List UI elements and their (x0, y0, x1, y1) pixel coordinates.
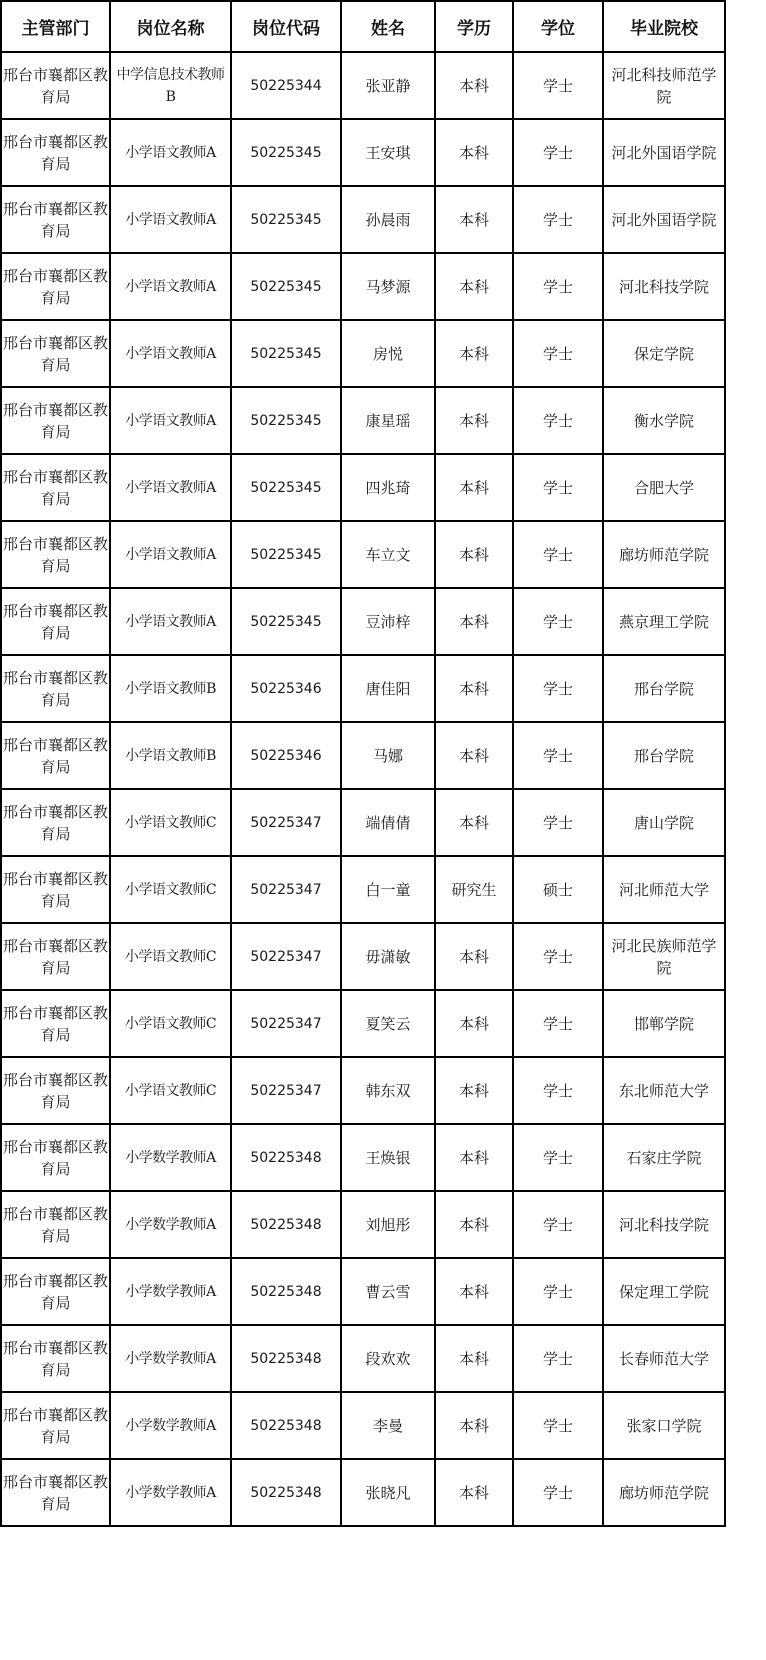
cell-education: 本科 (435, 990, 513, 1057)
cell-education: 本科 (435, 521, 513, 588)
cell-degree: 学士 (513, 1325, 603, 1392)
cell-post: 小学数学教师A (110, 1191, 231, 1258)
cell-school: 河北外国语学院 (603, 186, 725, 253)
cell-education: 本科 (435, 1191, 513, 1258)
cell-dept: 邢台市襄都区教育局 (1, 186, 110, 253)
cell-code: 50225347 (231, 856, 341, 923)
cell-name: 车立文 (341, 521, 435, 588)
cell-school: 邯郸学院 (603, 990, 725, 1057)
cell-degree: 学士 (513, 990, 603, 1057)
cell-school: 河北师范大学 (603, 856, 725, 923)
cell-post: 小学语文教师A (110, 387, 231, 454)
cell-name: 马娜 (341, 722, 435, 789)
cell-dept: 邢台市襄都区教育局 (1, 1124, 110, 1191)
table-row (1, 119, 725, 186)
cell-school: 邢台学院 (603, 655, 725, 722)
cell-dept: 邢台市襄都区教育局 (1, 1258, 110, 1325)
table-row (1, 320, 725, 387)
cell-degree: 学士 (513, 1459, 603, 1526)
cell-code: 50225347 (231, 923, 341, 990)
table-row (1, 387, 725, 454)
cell-name: 房悦 (341, 320, 435, 387)
header-code: 岗位代码 (231, 1, 341, 52)
table-row (1, 722, 725, 789)
cell-name: 李曼 (341, 1392, 435, 1459)
cell-dept: 邢台市襄都区教育局 (1, 52, 110, 119)
cell-education: 本科 (435, 1258, 513, 1325)
table-row (1, 1057, 725, 1124)
table-row (1, 52, 725, 119)
cell-school: 河北科技学院 (603, 253, 725, 320)
cell-degree: 学士 (513, 320, 603, 387)
cell-code: 50225345 (231, 454, 341, 521)
cell-code: 50225345 (231, 387, 341, 454)
cell-education: 本科 (435, 1392, 513, 1459)
cell-education: 本科 (435, 1124, 513, 1191)
cell-name: 端倩倩 (341, 789, 435, 856)
table-row (1, 1325, 725, 1392)
header-education: 学历 (435, 1, 513, 52)
cell-post: 小学数学教师A (110, 1124, 231, 1191)
table-row (1, 1191, 725, 1258)
cell-dept: 邢台市襄都区教育局 (1, 1057, 110, 1124)
cell-dept: 邢台市襄都区教育局 (1, 722, 110, 789)
cell-post: 小学语文教师A (110, 521, 231, 588)
cell-dept: 邢台市襄都区教育局 (1, 856, 110, 923)
header-name: 姓名 (341, 1, 435, 52)
cell-name: 刘旭彤 (341, 1191, 435, 1258)
cell-degree: 学士 (513, 186, 603, 253)
cell-dept: 邢台市襄都区教育局 (1, 387, 110, 454)
cell-code: 50225348 (231, 1325, 341, 1392)
cell-post: 小学语文教师A (110, 588, 231, 655)
cell-post: 小学语文教师A (110, 119, 231, 186)
cell-education: 本科 (435, 923, 513, 990)
cell-degree: 学士 (513, 1124, 603, 1191)
cell-dept: 邢台市襄都区教育局 (1, 253, 110, 320)
cell-code: 50225348 (231, 1191, 341, 1258)
cell-school: 长春师范大学 (603, 1325, 725, 1392)
cell-name: 夏笑云 (341, 990, 435, 1057)
cell-code: 50225348 (231, 1459, 341, 1526)
cell-post: 小学数学教师A (110, 1258, 231, 1325)
cell-education: 本科 (435, 320, 513, 387)
cell-name: 康星瑶 (341, 387, 435, 454)
cell-school: 东北师范大学 (603, 1057, 725, 1124)
cell-degree: 学士 (513, 1057, 603, 1124)
header-degree: 学位 (513, 1, 603, 52)
table-row (1, 454, 725, 521)
table-row (1, 990, 725, 1057)
cell-post: 小学语文教师A (110, 253, 231, 320)
cell-degree: 学士 (513, 655, 603, 722)
cell-dept: 邢台市襄都区教育局 (1, 588, 110, 655)
cell-education: 本科 (435, 1459, 513, 1526)
cell-school: 邢台学院 (603, 722, 725, 789)
cell-name: 张晓凡 (341, 1459, 435, 1526)
cell-education: 本科 (435, 186, 513, 253)
table-row (1, 856, 725, 923)
cell-degree: 学士 (513, 253, 603, 320)
cell-name: 孙晨雨 (341, 186, 435, 253)
cell-name: 曹云雪 (341, 1258, 435, 1325)
cell-dept: 邢台市襄都区教育局 (1, 1325, 110, 1392)
cell-name: 王安琪 (341, 119, 435, 186)
cell-code: 50225346 (231, 722, 341, 789)
cell-post: 小学数学教师A (110, 1325, 231, 1392)
table-row (1, 186, 725, 253)
cell-code: 50225346 (231, 655, 341, 722)
header-dept: 主管部门 (1, 1, 110, 52)
table-row (1, 1392, 725, 1459)
cell-school: 唐山学院 (603, 789, 725, 856)
table-row (1, 253, 725, 320)
cell-degree: 学士 (513, 52, 603, 119)
table-row (1, 1124, 725, 1191)
cell-post: 小学语文教师B (110, 655, 231, 722)
cell-name: 韩东双 (341, 1057, 435, 1124)
cell-name: 毋潇敏 (341, 923, 435, 990)
cell-post: 中学信息技术教师B (110, 52, 231, 119)
cell-code: 50225347 (231, 1057, 341, 1124)
cell-degree: 学士 (513, 119, 603, 186)
cell-education: 本科 (435, 454, 513, 521)
cell-dept: 邢台市襄都区教育局 (1, 990, 110, 1057)
table-row (1, 521, 725, 588)
table-row (1, 923, 725, 990)
cell-degree: 学士 (513, 789, 603, 856)
table-row (1, 588, 725, 655)
cell-post: 小学语文教师C (110, 923, 231, 990)
cell-dept: 邢台市襄都区教育局 (1, 320, 110, 387)
cell-code: 50225347 (231, 789, 341, 856)
cell-education: 本科 (435, 253, 513, 320)
cell-degree: 学士 (513, 1258, 603, 1325)
cell-post: 小学语文教师C (110, 856, 231, 923)
cell-degree: 学士 (513, 588, 603, 655)
cell-degree: 学士 (513, 1392, 603, 1459)
cell-dept: 邢台市襄都区教育局 (1, 1191, 110, 1258)
cell-school: 衡水学院 (603, 387, 725, 454)
cell-dept: 邢台市襄都区教育局 (1, 454, 110, 521)
cell-name: 豆沛梓 (341, 588, 435, 655)
cell-degree: 学士 (513, 521, 603, 588)
cell-code: 50225345 (231, 186, 341, 253)
cell-school: 保定理工学院 (603, 1258, 725, 1325)
cell-degree: 学士 (513, 387, 603, 454)
cell-post: 小学语文教师B (110, 722, 231, 789)
cell-name: 马梦源 (341, 253, 435, 320)
cell-code: 50225348 (231, 1392, 341, 1459)
table-row (1, 1258, 725, 1325)
cell-school: 河北外国语学院 (603, 119, 725, 186)
cell-post: 小学语文教师C (110, 789, 231, 856)
cell-degree: 硕士 (513, 856, 603, 923)
cell-education: 本科 (435, 588, 513, 655)
cell-education: 本科 (435, 789, 513, 856)
cell-code: 50225348 (231, 1124, 341, 1191)
header-post: 岗位名称 (110, 1, 231, 52)
cell-code: 50225347 (231, 990, 341, 1057)
cell-post: 小学语文教师A (110, 320, 231, 387)
cell-post: 小学语文教师A (110, 186, 231, 253)
cell-dept: 邢台市襄都区教育局 (1, 923, 110, 990)
cell-school: 燕京理工学院 (603, 588, 725, 655)
cell-school: 河北民族师范学院 (603, 923, 725, 990)
cell-degree: 学士 (513, 454, 603, 521)
cell-degree: 学士 (513, 1191, 603, 1258)
cell-code: 50225348 (231, 1258, 341, 1325)
cell-dept: 邢台市襄都区教育局 (1, 119, 110, 186)
cell-post: 小学语文教师C (110, 1057, 231, 1124)
cell-school: 石家庄学院 (603, 1124, 725, 1191)
cell-post: 小学语文教师C (110, 990, 231, 1057)
cell-name: 四兆琦 (341, 454, 435, 521)
cell-dept: 邢台市襄都区教育局 (1, 1392, 110, 1459)
cell-post: 小学语文教师A (110, 454, 231, 521)
cell-school: 合肥大学 (603, 454, 725, 521)
cell-school: 河北科技师范学院 (603, 52, 725, 119)
cell-education: 本科 (435, 655, 513, 722)
cell-code: 50225345 (231, 119, 341, 186)
header-row (1, 1, 725, 52)
cell-dept: 邢台市襄都区教育局 (1, 655, 110, 722)
cell-name: 白一童 (341, 856, 435, 923)
cell-degree: 学士 (513, 722, 603, 789)
table-row (1, 655, 725, 722)
cell-school: 廊坊师范学院 (603, 521, 725, 588)
table-row (1, 1459, 725, 1526)
cell-code: 50225344 (231, 52, 341, 119)
cell-post: 小学数学教师A (110, 1459, 231, 1526)
cell-school: 保定学院 (603, 320, 725, 387)
cell-education: 本科 (435, 1325, 513, 1392)
table-row (1, 789, 725, 856)
header-school: 毕业院校 (603, 1, 725, 52)
cell-post: 小学数学教师A (110, 1392, 231, 1459)
cell-dept: 邢台市襄都区教育局 (1, 521, 110, 588)
cell-school: 张家口学院 (603, 1392, 725, 1459)
cell-dept: 邢台市襄都区教育局 (1, 789, 110, 856)
cell-code: 50225345 (231, 588, 341, 655)
cell-dept: 邢台市襄都区教育局 (1, 1459, 110, 1526)
cell-code: 50225345 (231, 521, 341, 588)
cell-school: 廊坊师范学院 (603, 1459, 725, 1526)
cell-education: 本科 (435, 119, 513, 186)
table-body (1, 52, 725, 1526)
cell-school: 河北科技学院 (603, 1191, 725, 1258)
cell-degree: 学士 (513, 923, 603, 990)
cell-education: 本科 (435, 387, 513, 454)
cell-education: 本科 (435, 722, 513, 789)
cell-name: 唐佳阳 (341, 655, 435, 722)
cell-education: 本科 (435, 52, 513, 119)
cell-education: 本科 (435, 1057, 513, 1124)
cell-education: 研究生 (435, 856, 513, 923)
cell-name: 张亚静 (341, 52, 435, 119)
cell-name: 段欢欢 (341, 1325, 435, 1392)
cell-code: 50225345 (231, 253, 341, 320)
cell-code: 50225345 (231, 320, 341, 387)
cell-name: 王焕银 (341, 1124, 435, 1191)
